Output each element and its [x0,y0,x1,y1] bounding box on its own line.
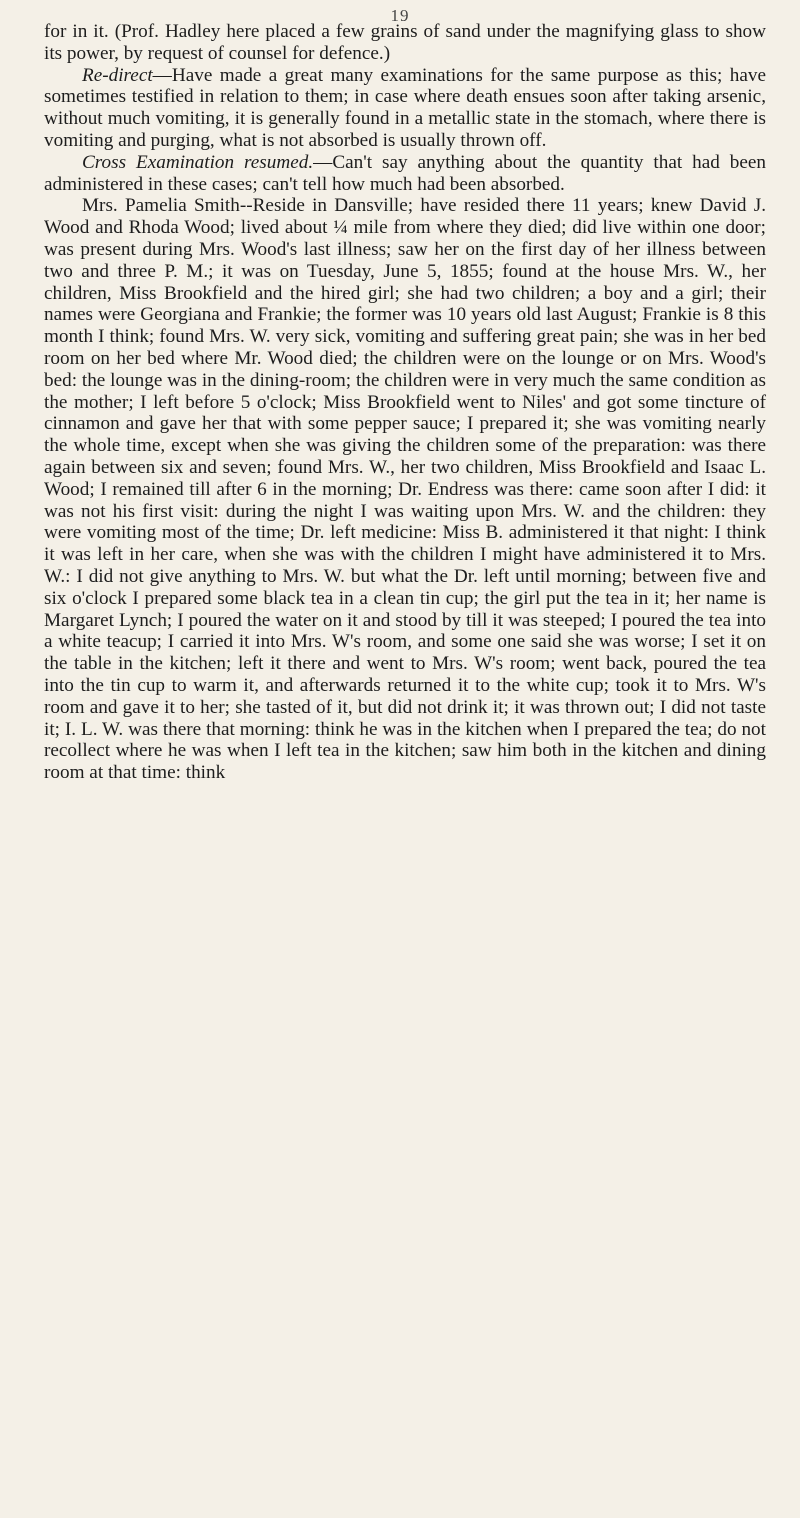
page-number: 19 [390,6,410,25]
paragraph-text: Mrs. Pamelia Smith--Reside in Dansville; have resided there 11 years; knew David J. Wood and Rhoda Wood; lived about ¼ mile from where they died; did live within one door; was present during Mrs. Wood's last illness; saw her on the first day of her illness between two and three P. M.; it was on Tuesday, June 5, 1855; found at the house Mrs. W., her children, Miss Brookfield and the hired girl; she had two children; a boy and a girl; their names were Georgiana and Frankie; the former was 10 years old last August; Frankie is 8 this month I think; found Mrs. W. very sick, vomiting and suffering great pain; she was in her bed room on her bed where Mr. Wood died; the children were on the lounge or on Mrs. Wood's bed: the lounge was in the dining-room; the children were in very much the same condition as the mother; I left before 5 o'clock; Miss Brookfield went to Niles' and got some tincture of cinnamon and gave her that with some pepper sauce; I prepared it; she was vomiting nearly the whole time, except when she was giving the children some of the preparation: was there again between six and seven; found Mrs. W., her two children, Miss Brookfield and Isaac L. Wood; I remained till after 6 in the morning; Dr. Endress was there: came soon after I did: it was not his first visit: during the night I was waiting upon Mrs. W. and the children: they were vomiting most of the time; Dr. left medicine: Miss B. administered it that night: I think it was left in her care, when she was with the children I might have administered it to Mrs. W.: I did not give anything to Mrs. W. but what the Dr. left until morning; between five and six o'clock I prepared some black tea in a clean tin cup; the girl put the tea in it; her name is Margaret Lynch; I poured the water on it and stood by till it was steeped; I poured the tea into a white teacup; I carried it into Mrs. W's room, and some one said she was worse; I set it on the table in the kitchen; left it there and went to Mrs. W's room; went back, poured the tea into the tin cup to warm it, and afterwards returned it to the white cup; took it to Mrs. W's room and gave it to her; she tasted of it, but did not drink it; it was thrown out; I did not taste it; I. L. W. was there that morning: think he was in the kitchen when I prepared the tea; do not recollect where he was when I left tea in the kitchen; saw him both in the kitchen and dining room at that time: think [44,195,766,784]
body-text [44,21,766,784]
paragraph-cross-examination [44,152,766,196]
paragraph-text: —Have made a great many examinations for the same purpose as this; have sometimes testified in relation to them; in case where death ensues soon after taking arsenic, without much vomiting, it is generally found in a metallic state in the stomach, where there is vomiting and purging, what is not absorbed is usually thrown off. [44,64,766,151]
paragraph-lead: Cross Examination resumed. [82,151,314,173]
paragraph-testimony [44,195,766,784]
paragraph-text: for in it. (Prof. Hadley here placed a few grains of sand under the magnifying glass to show its power, by request of counsel for defence.) [44,21,766,64]
paragraph-text: —Can't say anything about the quantity that had been administered in these cases; can't tell how much had been absorbed. [44,151,766,195]
paragraph-redirect [44,65,766,152]
paragraph-lead: Re-direct [82,64,153,86]
paragraph-intro [44,21,766,65]
